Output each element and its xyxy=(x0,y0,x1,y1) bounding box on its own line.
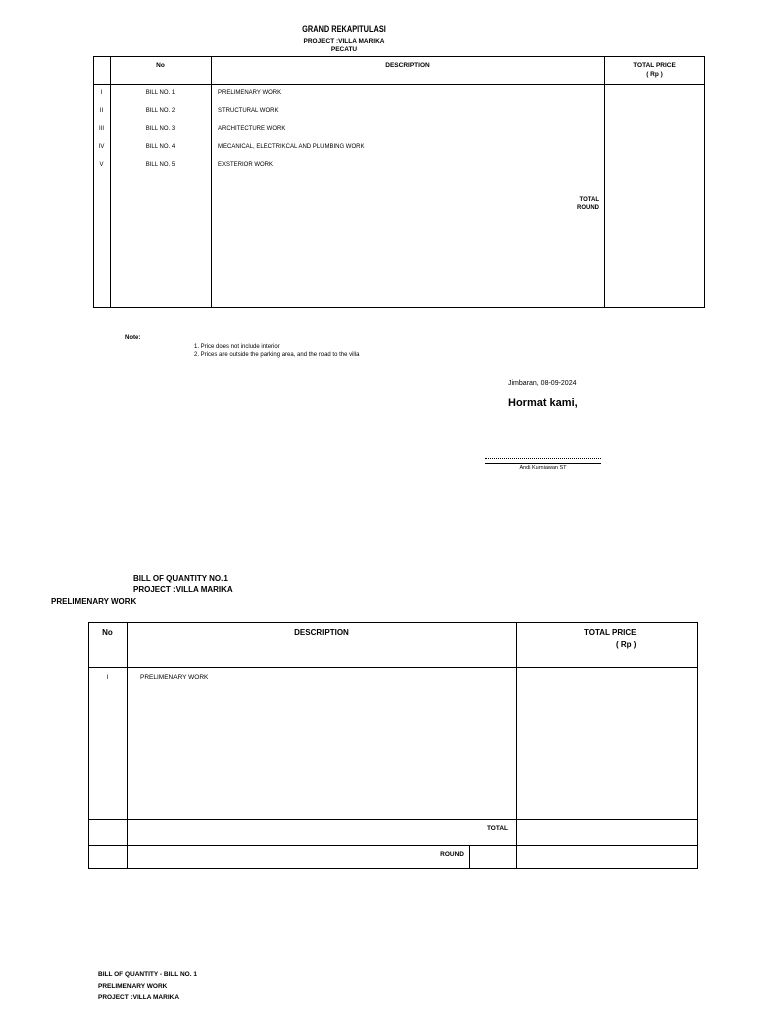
greeting: Hormat kami, xyxy=(508,397,578,409)
boq1-project: PROJECT :VILLA MARIKA xyxy=(133,585,233,594)
row-bill: BILL NO. 2 xyxy=(145,108,176,114)
recap-divider xyxy=(604,56,605,308)
row-bill: BILL NO. 4 xyxy=(145,144,176,150)
recap-total-label: TOTAL xyxy=(579,197,599,203)
recap-round-label: ROUND xyxy=(577,205,599,211)
place-date: Jimbaran, 08-09-2024 xyxy=(508,380,577,387)
boq1-divider xyxy=(88,819,698,820)
boq-detail-section: PRELIMENARY WORK xyxy=(98,983,168,990)
boq1-divider xyxy=(469,845,470,869)
boq1-header-no: No xyxy=(102,628,113,637)
boq-detail-title: BILL OF QUANTITY - BILL NO. 1 xyxy=(98,971,197,978)
row-roman: II xyxy=(99,108,104,114)
row-bill: BILL NO. 5 xyxy=(145,162,176,168)
recap-header-description: DESCRIPTION xyxy=(385,62,430,69)
boq1-divider xyxy=(127,622,128,869)
recap-divider xyxy=(211,56,212,308)
note-item: 2. Prices are outside the parking area, and the road to the villa xyxy=(194,352,360,358)
row-description: EXSTERIOR WORK xyxy=(218,162,274,168)
recap-project: PROJECT :VILLA MARIKA xyxy=(303,38,385,45)
recap-location: PECATU xyxy=(330,46,358,53)
row-roman: III xyxy=(98,126,104,132)
signature-underline xyxy=(485,463,601,464)
boq1-table-border xyxy=(88,622,698,869)
boq1-divider xyxy=(88,845,698,846)
boq1-header-description: DESCRIPTION xyxy=(294,628,349,637)
boq1-header-total-price-unit: ( Rp ) xyxy=(616,640,637,649)
row-roman: V xyxy=(99,162,104,168)
boq1-round-label: ROUND xyxy=(440,851,464,858)
row-description: PRELIMENARY WORK xyxy=(140,674,209,681)
boq1-header-divider xyxy=(88,667,698,668)
boq1-title: BILL OF QUANTITY NO.1 xyxy=(133,574,228,583)
boq1-section: PRELIMENARY WORK xyxy=(51,597,137,606)
row-description: MECANICAL, ELECTRIKCAL AND PLUMBING WORK xyxy=(218,144,365,150)
row-roman: I xyxy=(106,674,109,681)
recap-header-total-price: TOTAL PRICE xyxy=(633,62,676,69)
note-label: Note: xyxy=(125,335,141,341)
row-bill: BILL NO. 3 xyxy=(145,126,176,132)
signer-name: Andi Kurniawan ST xyxy=(519,465,567,471)
boq1-divider xyxy=(516,622,517,869)
row-bill: BILL NO. 1 xyxy=(145,90,176,96)
recap-header-divider xyxy=(93,84,705,85)
recap-header-no: No xyxy=(156,62,165,69)
row-roman: I xyxy=(100,90,103,96)
row-roman: IV xyxy=(98,144,105,150)
recap-header-total-price-unit: ( Rp ) xyxy=(646,71,663,78)
signature-line xyxy=(485,458,601,459)
recap-title: GRAND REKAPITULASI xyxy=(302,24,386,34)
boq1-total-label: TOTAL xyxy=(486,825,508,832)
boq-detail-project: PROJECT :VILLA MARIKA xyxy=(98,994,180,1001)
boq1-header-total-price: TOTAL PRICE xyxy=(584,628,637,637)
row-description: ARCHITECTURE WORK xyxy=(218,126,286,132)
note-item: 1. Price does not include interior xyxy=(194,344,280,350)
row-description: STRUCTURAL WORK xyxy=(218,108,279,114)
row-description: PRELIMENARY WORK xyxy=(218,90,282,96)
